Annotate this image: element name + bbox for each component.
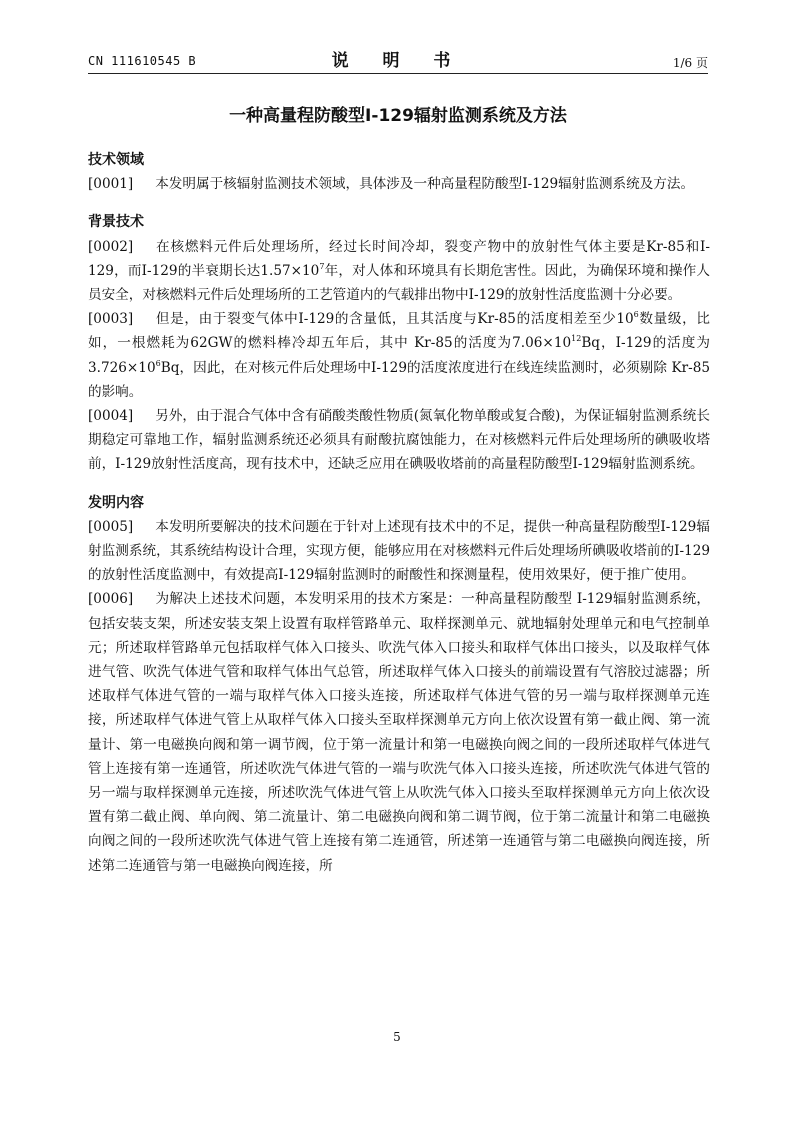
document-title: 一种高量程防酸型I-129辐射监测系统及方法 — [229, 106, 567, 126]
section-heading: 背景技术 — [88, 214, 144, 231]
paragraph-text: Bq，I-129的活度为3.726×10 — [88, 335, 710, 376]
superscript-exponent: 6 — [633, 310, 639, 320]
paragraph-text: 年，对人体和环境具有长期危害性。因此，为确保环境和操作人员安全，对核燃料元件后处理场所的工艺管道内的气载排出物中I-129的放射性活度监测十分必要。 — [88, 262, 710, 304]
paragraph-text: 本发明所要解决的技术问题在于针对上述现有技术中的不足，提供一种高量程防酸型I-129辐射监测系统，其系统结构设计合理，实现方便，能够应用在对核燃料元件后处理场所碘吸收塔前的I-129的放射性活度监测中，有效提高I-129辐射监测时的耐酸性和探测量程，使用效果好，便于推广使用。 — [88, 518, 710, 584]
superscript-exponent: 6 — [155, 358, 161, 368]
paragraph — [88, 307, 710, 404]
paragraph-text: 数量级，比如，一根燃耗为62GW的燃料棒冷却五年后，其中 Kr-85的活度为7.06×10 — [88, 311, 711, 352]
page-number: 5 — [393, 1030, 401, 1044]
paragraph-text: 另外，由于混合气体中含有硝酸类酸性物质(氮氧化物单酸或复合酸)，为保证辐射监测系统长期稳定可靠地工作，辐射监测系统还必须具有耐酸抗腐蚀能力，在对核燃料元件后处理场所的碘吸收塔前，I-129放射性活度高，现有技术中，还缺乏应用在碘吸收塔前的高量程防酸型I-129辐射监测系统。 — [88, 408, 710, 473]
paragraph-number: [0004] — [88, 408, 134, 425]
paragraph-text: Bq，因此，在对核元件后处理场中I-129的活度浓度进行在线连续监测时，必须剔除 Kr-85的影响。 — [88, 359, 710, 400]
paragraph-text: 但是，由于裂变气体中I-129的含量低，且其活度与Kr-85的活度相差至少10 — [155, 311, 634, 328]
section-title: 说 明 书 — [331, 51, 465, 71]
paragraph-number: [0003] — [88, 311, 134, 328]
section-heading: 发明内容 — [88, 494, 144, 511]
paragraph — [88, 235, 710, 308]
paragraph-number: [0001] — [88, 176, 134, 193]
paragraph — [88, 587, 710, 877]
paragraph-number: [0006] — [88, 591, 134, 608]
superscript-exponent: 7 — [319, 261, 325, 271]
paragraph-number: [0002] — [88, 238, 134, 255]
page-header — [88, 46, 708, 72]
page-info: 1/6 页 — [672, 56, 708, 70]
paragraph-number: [0005] — [88, 518, 134, 535]
paragraph-text: 本发明属于核辐射监测技术领域，具体涉及一种高量程防酸型I-129辐射监测系统及方法。 — [155, 176, 695, 193]
paragraph — [88, 515, 710, 588]
section-heading: 技术领域 — [88, 152, 144, 168]
paragraph-text: 为解决上述技术问题，本发明采用的技术方案是：一种高量程防酸型 I-129辐射监测系统，包括安装支架，所述安装支架上设置有取样管路单元、取样探测单元、就地辐射处理单元和电气控制单元；所述取样管路单元包括取样气体入口接头、吹洗气体入口接头和取样气体出口接头，以及取样气体进气管、吹洗气体进气管和取样气体出气总管，所述取样气体入口接头的前端设置有气溶胶过滤器；所述取样气体进气管的一端与取样气体入口接头连接，所述取样气体进气管的另一端与取样探测单元连接，所述取样气体进气管上从取样气体入口接头至取样探测单元方向上依次设置有第一截止阀、第一流量计、第一电磁换向阀和第一调节阀，位于第一流量计和第一电磁换向阀之间的一段所述取样气体进气管上连接有第一连通管，所述吹洗气体进气管的一端与吹洗气体入口接头连接，所述吹洗气体进气管的另一端与取样探测单元连接，所述吹洗气体进气管上从吹洗气体入口接头至取样探测单元方向上依次设置有第二截止阀、单向阀、第二流量计、第二电磁换向阀和第二调节阀，位于第二流量计和第二电磁换向阀之间的一段所述吹洗气体进气管上连接有第二连通管，所述第一连通管与第二电磁换向阀连接，所述第二连通管与第一电磁换向阀连接，所 — [88, 591, 710, 874]
document-body — [88, 148, 710, 878]
paragraph-text: 在核燃料元件后处理场所，经过长时间冷却，裂变产物中的放射性气体主要是Kr-85和I-129，而I-129的半衰期长达1.57×10 — [88, 238, 710, 279]
superscript-exponent: 12 — [571, 334, 582, 344]
paragraph — [88, 404, 710, 477]
header-divider — [88, 73, 708, 74]
paragraph — [88, 172, 710, 196]
patent-number: CN 111610545 B — [88, 54, 197, 68]
